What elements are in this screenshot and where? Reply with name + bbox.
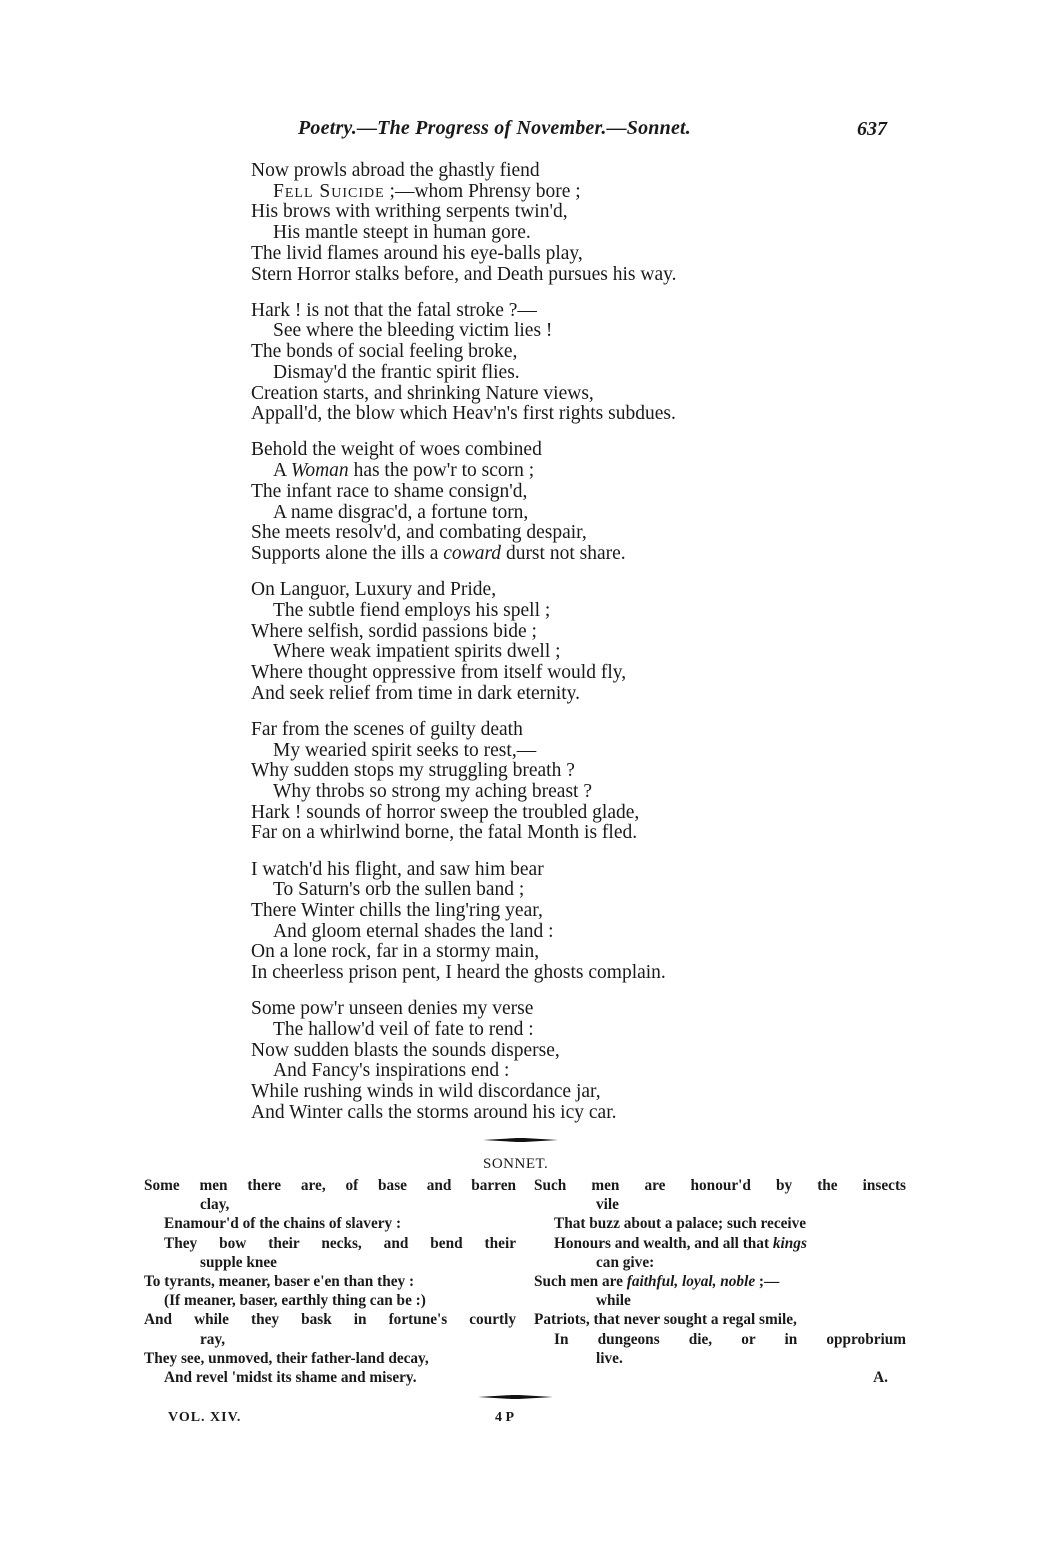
sonnet-line: In dungeons die, or in opprobrium xyxy=(554,1330,906,1348)
verse-line: I watch'd his flight, and saw him bear xyxy=(251,858,544,880)
sonnet-line: And while they bask in fortune's courtly xyxy=(144,1311,516,1329)
verse-line: The livid flames around his eye-balls play, xyxy=(251,242,583,264)
stanza-1 xyxy=(251,161,851,285)
verse-line xyxy=(251,461,851,482)
verse-line: Appall'd, the blow which Heav'n's first rights subdues. xyxy=(251,403,676,425)
sonnet-line: (If meaner, baser, earthly thing can be :) xyxy=(164,1292,426,1310)
emphasis-italic: Woman xyxy=(290,460,349,482)
verse-line: The infant race to shame consign'd, xyxy=(251,480,528,502)
verse-line: A name disgrac'd, a fortune torn, xyxy=(273,501,529,523)
verse-line: Hark ! is not that the fatal stroke ?— xyxy=(251,299,537,321)
sonnet-left-column xyxy=(144,1176,516,1387)
verse-line: His brows with writhing serpents twin'd, xyxy=(251,201,568,223)
verse-fragment: durst not share. xyxy=(501,542,626,564)
sonnet-line: vile xyxy=(596,1196,619,1214)
stanza-7 xyxy=(251,999,851,1123)
sonnet-line xyxy=(534,1234,906,1253)
verse-line: She meets resolv'd, and combating despair, xyxy=(251,522,587,544)
page-number: 637 xyxy=(857,118,887,140)
sonnet-line: ray, xyxy=(200,1330,226,1348)
verse-line: To Saturn's orb the sullen band ; xyxy=(273,879,525,901)
emphasis-italic: faithful, loyal, noble xyxy=(626,1273,756,1291)
verse-line: Far on a whirlwind borne, the fatal Month is fled. xyxy=(251,822,638,844)
sonnet-line: They see, unmoved, their father-land decay, xyxy=(144,1349,429,1367)
stanza-3 xyxy=(251,440,851,564)
running-head: Poetry.—The Progress of November.—Sonnet. xyxy=(298,117,691,139)
verse-line: Dismay'd the frantic spirit flies. xyxy=(273,361,520,383)
verse-line: My wearied spirit seeks to rest,— xyxy=(273,739,537,761)
verse-line: The bonds of social feeling broke, xyxy=(251,341,518,363)
section-divider-ornament xyxy=(478,1395,553,1399)
sonnet-line: while xyxy=(596,1292,631,1310)
verse-line: There Winter chills the ling'ring year, xyxy=(251,900,543,921)
sonnet-line: Patriots, that never sought a regal smile, xyxy=(534,1311,797,1329)
verse-line: Why sudden stops my struggling breath ? xyxy=(251,760,575,782)
emphasis-italic: kings xyxy=(772,1234,807,1252)
verse-line: On a lone rock, far in a stormy main, xyxy=(251,941,540,963)
verse-line: Hark ! sounds of horror sweep the troubled glade, xyxy=(251,801,640,823)
sonnet-line: live. xyxy=(596,1349,623,1367)
verse-line: His mantle steept in human gore. xyxy=(273,222,531,244)
verse-fragment: A xyxy=(273,460,291,482)
verse-fragment: ;—whom Phrensy bore ; xyxy=(384,180,581,202)
verse-line: Creation starts, and shrinking Nature views, xyxy=(251,382,594,404)
stanza-2 xyxy=(251,301,851,425)
emphasis-smallcaps: Fell Suicide xyxy=(273,180,385,202)
verse-line: Where thought oppressive from itself would fly, xyxy=(251,661,627,683)
verse-fragment: Supports alone the ills a xyxy=(251,542,444,564)
verse-line: Where selfish, sordid passions bide ; xyxy=(251,620,537,642)
sonnet-line: can give: xyxy=(596,1253,655,1271)
verse-line: Stern Horror stalks before, and Death pursues his way. xyxy=(251,263,677,285)
sonnet-line: Some men there are, of base and barren xyxy=(144,1177,516,1194)
sonnet-title: SONNET. xyxy=(483,1156,549,1172)
verse-line: Behold the weight of woes combined xyxy=(251,439,542,461)
author-signature: A. xyxy=(873,1369,888,1387)
sonnet-line: And revel 'midst its shame and misery. xyxy=(164,1369,417,1387)
volume-label: VOL. XIV. xyxy=(168,1410,242,1425)
sonnet-line: supple knee xyxy=(200,1253,277,1271)
verse-line: Far from the scenes of guilty death xyxy=(251,718,523,740)
sonnet-line: That buzz about a palace; such receive xyxy=(554,1215,807,1233)
signature-mark: 4 P xyxy=(495,1410,515,1425)
sonnet-line xyxy=(534,1272,906,1291)
verse-line: And gloom eternal shades the land : xyxy=(273,920,554,942)
poem-progress-of-november xyxy=(251,161,851,1139)
verse-line: In cheerless prison pent, I heard the ghosts complain. xyxy=(251,962,666,984)
sonnet-line: They bow their necks, and bend their xyxy=(164,1234,516,1252)
sonnet-line: clay, xyxy=(200,1196,230,1214)
verse-line: Now prowls abroad the ghastly fiend xyxy=(251,160,540,181)
verse-line: The subtle fiend employs his spell ; xyxy=(273,599,551,621)
verse-line: On Languor, Luxury and Pride, xyxy=(251,579,497,601)
verse-line: While rushing winds in wild discordance jar, xyxy=(251,1081,601,1103)
verse-fragment: Honours and wealth, and all that xyxy=(554,1234,773,1252)
verse-line xyxy=(251,544,851,565)
sonnet-right-column xyxy=(534,1176,906,1387)
verse-line xyxy=(251,182,851,203)
verse-line: Some pow'r unseen denies my verse xyxy=(251,998,534,1020)
verse-line: Now sudden blasts the sounds disperse, xyxy=(251,1039,560,1061)
verse-line: Why throbs so strong my aching breast ? xyxy=(273,780,592,802)
sonnet-line: Enamour'd of the chains of slavery : xyxy=(164,1215,402,1233)
verse-line: And Winter calls the storms around his icy car. xyxy=(251,1101,617,1123)
verse-fragment: ;— xyxy=(755,1273,780,1291)
verse-fragment: Such men are xyxy=(534,1273,627,1291)
sonnet-line: Such men are honour'd by the insects xyxy=(534,1177,906,1194)
verse-line: And seek relief from time in dark eternity. xyxy=(251,682,581,704)
verse-line: And Fancy's inspirations end : xyxy=(273,1060,510,1082)
verse-line: See where the bleeding victim lies ! xyxy=(273,320,553,342)
emphasis-italic: coward xyxy=(443,542,502,564)
stanza-4 xyxy=(251,580,851,704)
verse-line: Where weak impatient spirits dwell ; xyxy=(273,641,561,663)
verse-line: The hallow'd veil of fate to rend : xyxy=(273,1019,534,1041)
stanza-6 xyxy=(251,860,851,984)
sonnet-line: To tyrants, meaner, baser e'en than they : xyxy=(144,1273,415,1291)
verse-fragment: has the pow'r to scorn ; xyxy=(348,460,535,482)
stanza-5 xyxy=(251,720,851,844)
